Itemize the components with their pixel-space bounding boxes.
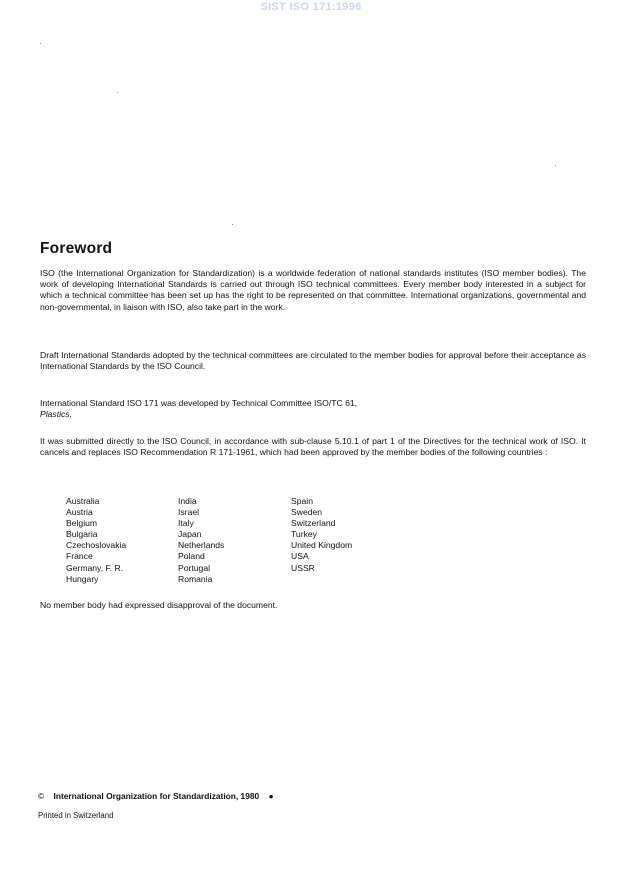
country-item: USSR bbox=[291, 562, 315, 573]
country-item: Portugal bbox=[178, 562, 211, 573]
copyright-line bbox=[38, 791, 274, 801]
foreword-paragraph-5: No member body had expressed disapproval of the document. bbox=[40, 600, 278, 610]
bullet-icon: ● bbox=[268, 791, 274, 801]
country-item: India bbox=[178, 496, 197, 506]
countries-column-1 bbox=[66, 496, 126, 585]
countries-column-2 bbox=[178, 496, 224, 585]
scan-speck bbox=[555, 165, 556, 166]
scan-speck bbox=[117, 92, 118, 93]
country-item: USA bbox=[291, 551, 309, 562]
printed-location: Printed in Switzerland bbox=[38, 811, 114, 820]
country-item: Austria bbox=[66, 507, 93, 518]
country-item: Belgium bbox=[66, 518, 98, 529]
country-item: Hungary bbox=[66, 573, 99, 584]
standard-development-text: International Standard ISO 171 was developed by Technical Committee ISO/TC 61, bbox=[40, 398, 358, 408]
foreword-paragraph-4: It was submitted directly to the ISO Council, in accordance with sub-clause 5.10.1 of part 1 of the Directives for the technical work of ISO. It cancels and replaces ISO Recommendation R 171-1961, which had been approved by the member bodies of the following countries : bbox=[40, 436, 586, 458]
foreword-paragraph-1: ISO (the International Organization for Standardization) is a worldwide federation of national standards institutes (ISO member bodies). The work of developing International Standards is carried out through ISO technical committees. Every member body interested in a subject for which a technical committee has been set up has the right to be represented on that committee. International organizations, governmental and non-governmental, in liaison with ISO, also take part in the work. bbox=[40, 268, 586, 312]
copyright-icon: © bbox=[38, 791, 45, 801]
country-item: Spain bbox=[291, 496, 313, 506]
foreword-paragraph-3 bbox=[40, 398, 586, 420]
country-item: Poland bbox=[178, 551, 205, 562]
countries-column-3 bbox=[291, 496, 352, 574]
scan-speck bbox=[40, 43, 41, 44]
country-item: United Kingdom bbox=[291, 540, 353, 551]
country-item: Netherlands bbox=[178, 540, 225, 551]
country-item: Australia bbox=[66, 496, 100, 506]
country-item: Israel bbox=[178, 507, 200, 518]
country-item: Germany, F. R. bbox=[66, 562, 124, 573]
country-item: Romania bbox=[178, 573, 213, 584]
copyright-text: International Organization for Standardization, 1980 bbox=[53, 791, 260, 801]
foreword-heading: Foreword bbox=[40, 240, 113, 257]
country-item: Japan bbox=[178, 529, 202, 540]
scan-speck bbox=[232, 224, 233, 225]
country-item: France bbox=[66, 551, 93, 562]
country-item: Switzerland bbox=[291, 518, 336, 529]
document-watermark: SIST ISO 171:1996 bbox=[260, 1, 362, 13]
country-item: Italy bbox=[178, 518, 194, 529]
country-item: Sweden bbox=[291, 507, 323, 518]
country-item: Bulgaria bbox=[66, 529, 98, 540]
foreword-paragraph-2: Draft International Standards adopted by the technical committees are circulated to the member bodies for approval before their acceptance as International Standards by the ISO Council. bbox=[40, 350, 586, 372]
country-item: Czechoslovakia bbox=[66, 540, 127, 551]
country-item: Turkey bbox=[291, 529, 317, 540]
committee-title: Plastics. bbox=[40, 409, 72, 420]
